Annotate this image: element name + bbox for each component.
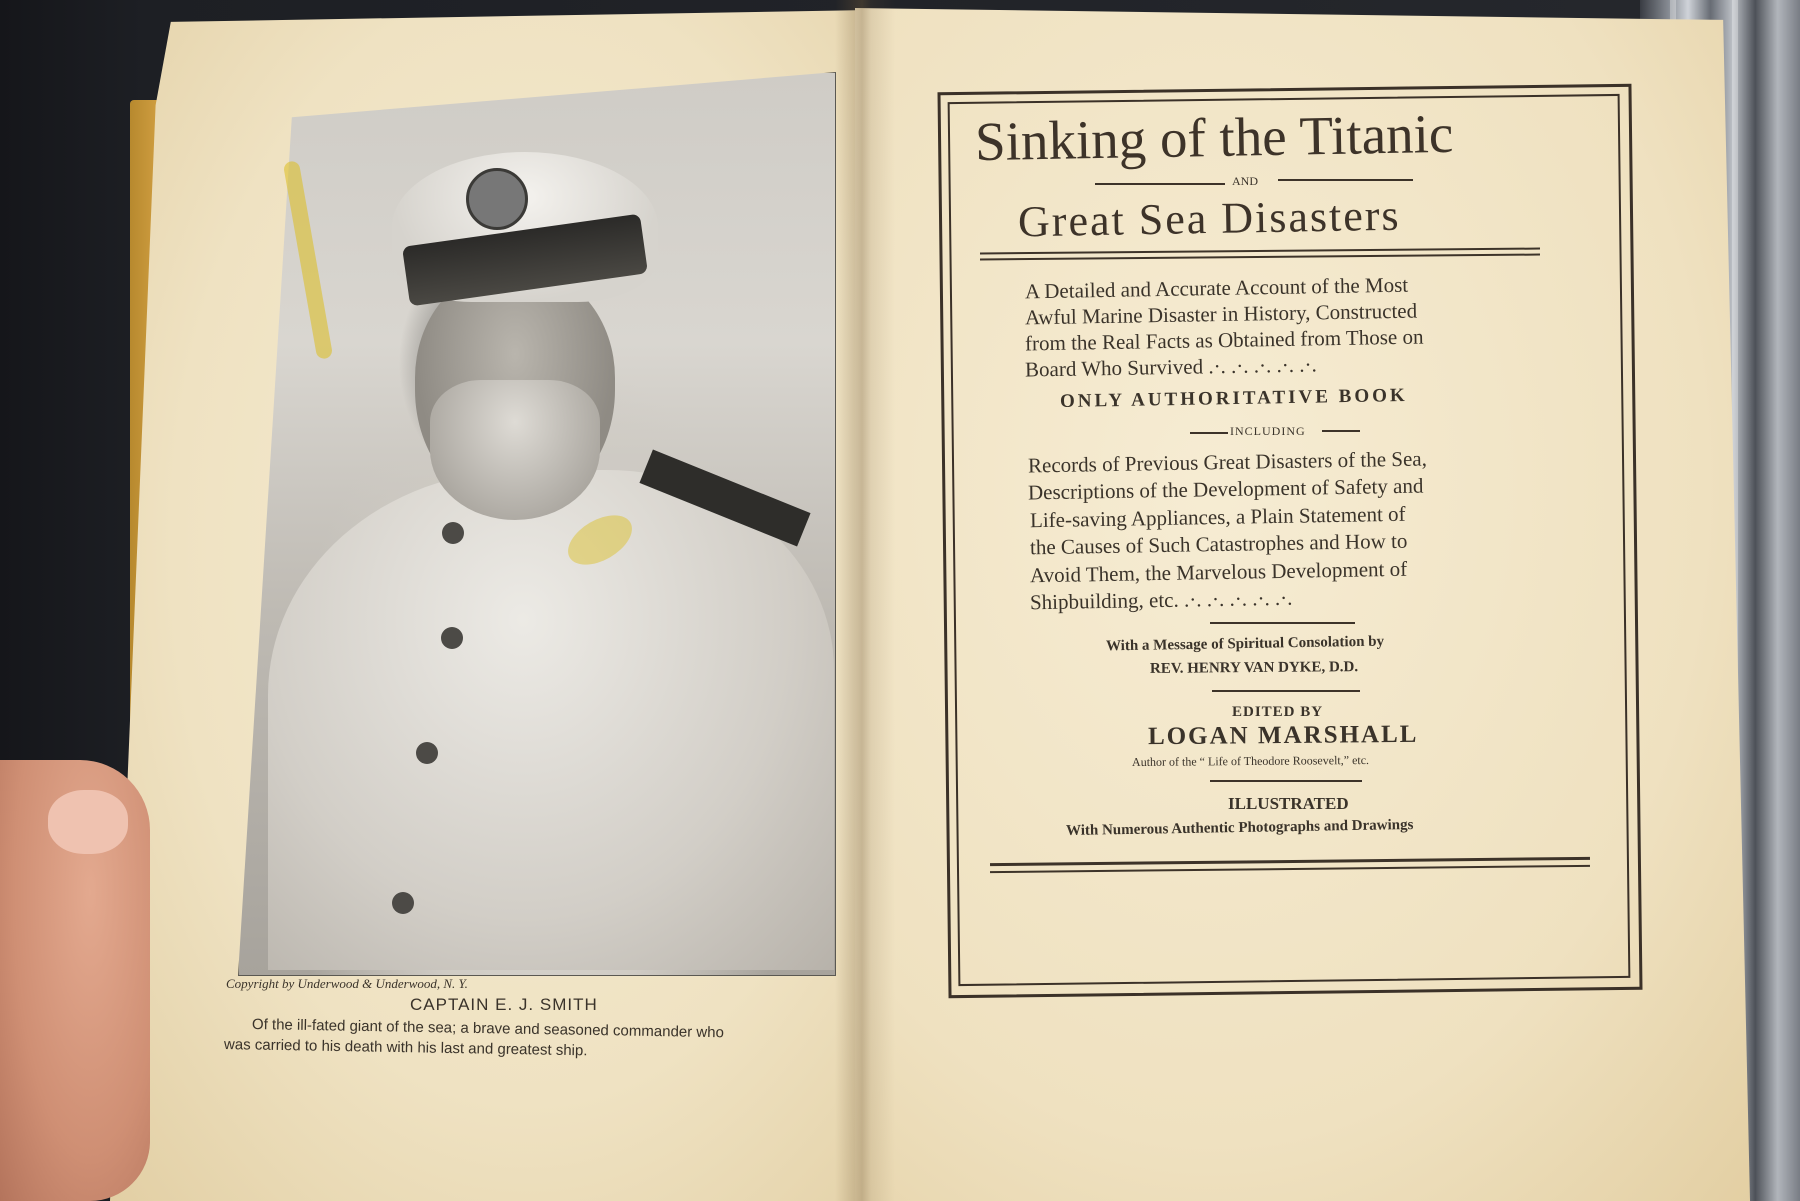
editor-name: LOGAN MARSHALL	[1147, 720, 1419, 751]
message-author: REV. HENRY VAN DYKE, D.D.	[1149, 659, 1359, 677]
illustrated-label: ILLUSTRATED	[1228, 794, 1349, 813]
uniform-button	[416, 742, 438, 764]
message-line: With a Message of Spiritual Consolation by	[1105, 633, 1385, 655]
description-line: A Detailed and Accurate Account of the Most	[1024, 272, 1409, 304]
divider-line	[1322, 430, 1360, 432]
portrait-beard	[430, 380, 600, 520]
book-gutter	[835, 0, 895, 1201]
caption-text: was carried to his death with his last and greatest ship.	[223, 1036, 588, 1060]
book-title-line2: Great Sea Disasters	[1017, 190, 1401, 247]
uniform-button	[392, 892, 414, 914]
records-line: Life-saving Appliances, a Plain Statement of	[1029, 501, 1406, 533]
book-title-line1: Sinking of the Titanic	[974, 102, 1454, 173]
including-label: INCLUDING	[1230, 424, 1306, 438]
only-authoritative-book: ONLY AUTHORITATIVE BOOK	[1059, 384, 1408, 413]
edited-by-label: EDITED BY	[1232, 704, 1324, 720]
divider-line	[1095, 183, 1225, 185]
uniform-button	[441, 627, 463, 649]
photo-copyright: Copyright by Underwood & Underwood, N. Y.	[226, 976, 468, 991]
description-line: from the Real Facts as Obtained from Those on	[1024, 324, 1424, 356]
section-rule	[1210, 622, 1355, 624]
divider-line	[1278, 179, 1413, 181]
divider-line	[1190, 432, 1228, 434]
editor-credit: Author of the “ Life of Theodore Roosevelt,” etc.	[1131, 752, 1370, 770]
caption-text: Of the ill-fated giant of the sea; a brave and seasoned commander who	[251, 1016, 725, 1042]
caption-title: CAPTAIN E. J. SMITH	[410, 995, 598, 1014]
section-rule	[1210, 780, 1362, 782]
records-line: Shipbuilding, etc. .·. .·. .·. .·. .·.	[1029, 585, 1293, 615]
title-and: and	[1232, 170, 1258, 189]
portrait-uniform	[268, 470, 834, 970]
cap-badge	[466, 168, 528, 230]
illustrated-detail: With Numerous Authentic Photographs and Drawings	[1065, 816, 1414, 840]
records-line: Records of Previous Great Disasters of the Sea,	[1027, 446, 1428, 478]
records-line: Avoid Them, the Marvelous Development of	[1029, 556, 1408, 588]
thumbnail	[48, 790, 128, 854]
records-line: the Causes of Such Catastrophes and How to	[1029, 528, 1408, 560]
section-rule	[1212, 690, 1360, 692]
description-line: Awful Marine Disaster in History, Constructed	[1024, 298, 1418, 330]
records-line: Descriptions of the Development of Safety and	[1027, 473, 1424, 505]
description-line: Board Who Survived .·. .·. .·. .·. .·.	[1024, 352, 1317, 382]
uniform-button	[442, 522, 464, 544]
